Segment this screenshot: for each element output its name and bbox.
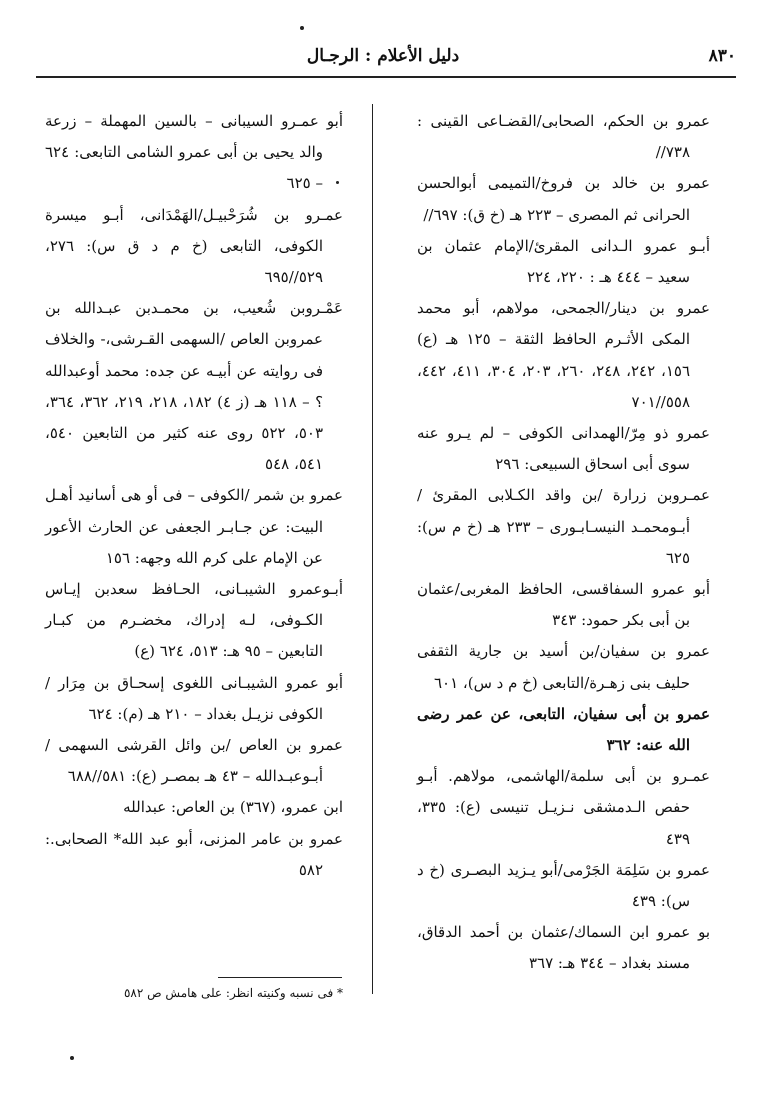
index-entry: عمرو بن شمر /الكوفى – فى أو هى أسانيد أهـل البيت: عن جـابـر الجعفى عن الحارث الأعور عن الإمام على كرم الله وجهه: ١٥٦	[45, 486, 343, 567]
index-entry: عمرو بن أبى سفيان، التابعى، عن عمر رضى الله عنه: ٣٦٢	[417, 704, 710, 755]
header-rule	[36, 76, 736, 78]
index-entry: عمرو بن سفيان/بن أسيد بن جارية الثقفى حليف بنى زهـرة/التابعى (خ م د س)، ٦٠١	[417, 642, 710, 692]
index-entry: بو عمرو ابن السماك/عثمان بن أحمد الدقاق، مسند بغداد – ٣٤٤ هـ: ٣٦٧	[417, 923, 710, 973]
column-divider	[372, 104, 373, 994]
index-entry: أبو عمرو الشيبـانى اللغوى إسحـاق بن مِرَار /الكوفى نزيـل بغداد – ٢١٠ هـ (م): ٦٢٤	[45, 673, 343, 723]
index-entry: أبـو عمرو الـدانى المقرئ/الإمام عثمان بن سعيد – ٤٤٤ هـ : ٢٢٠، ٢٢٤	[417, 236, 710, 287]
index-entry: عمـرو بن أبى سلمة/الهاشمى، مولاهم. أبـو حفص الـدمشقى نـزيـل تنيسى (ع): ٣٣٥، ٤٣٩	[417, 767, 710, 848]
index-entry: أبو عمـرو السيبانى – بالسين المهملة – زرعة والد يحيى بن أبى عمرو الشامى التابعى: ٦٢٤ – ٦٢٥	[45, 112, 343, 193]
index-entry: ابن عمرو، (٣٦٧) بن العاص: عبدالله	[123, 798, 343, 817]
index-entry: عمرو ذو مِرّ/الهمدانى الكوفى – لم يـرو عنه سوى أبى اسحاق السبيعى: ٢٩٦	[417, 424, 710, 474]
index-entry: عمرو بن الحكم، الصحابى/القضـاعى القينى : ٧٣٨//	[417, 112, 710, 162]
index-entry: عمرو بن دينار/الجمحى، مولاهم، أبو محمد المكى الأثـرم الحافظ الثقة – ١٢٥ هـ (ع) ١٥٦، ٢٤٢، ٢٤٨، ٢٦٠، ٢٠٣، ٣٠٤، ٤١١، ٤٤٢، ٥٥٨//٧٠١	[417, 299, 710, 411]
index-entry: عمرو بن العاص /بن وائل القرشى السهمى /أبـوعبـدالله – ٤٣ هـ بمصـر (ع): ٥٨١//٦٨٨	[45, 736, 343, 786]
footnote-rule	[218, 977, 342, 978]
running-title: دليل الأعلام : الرجـال	[306, 46, 460, 66]
page-number: ٨٣٠	[708, 46, 736, 66]
index-entry: عمرو بن سَلِمَة الجَرْمى/أبو يـزيد البصـرى (خ د س): ٤٣٩	[417, 860, 710, 911]
index-entry: عمـروبن زرارة /بن واقد الكـلابى المقرئ /أبـومحمـد النيسـابـورى – ٢٣٣ هـ (خ م س): ٦٢٥	[417, 486, 710, 567]
index-entry: عَمْـروبن شُعيب، بن محمـدبن عبـدالله بن عمروبن العاص /السهمى القـرشى،- والخلاف فى روايته عن أبيـه عن جده: محمد أوعبدالله ؟ – ١١٨ هـ (ز ٤) ١٨٢، ٢١٨، ٢١٩، ٣٦٢، ٣٦٤، ٥٠٣، ٥٢٢ روى عنه كثير من التابعين ٥٤٠، ٥٤١، ٥٤٨	[45, 299, 343, 474]
ink-dot	[300, 26, 304, 30]
ink-dot	[70, 1056, 74, 1060]
right-column	[417, 106, 710, 980]
page-header	[30, 46, 736, 76]
footnote: * فى نسبه وكنيته انظر: على هامش ص ٥٨٢	[123, 986, 343, 1000]
index-entry: عمرو بن خالد بن فروخ/التميمى أبوالحسن الحرانى ثم المصرى – ٢٢٣ هـ (خ ق): ٦٩٧//	[417, 174, 710, 224]
index-entry: أبو عمرو السفاقسى، الحافظ المغربى/عثمان بن أبى بكر حمود: ٣٤٣	[417, 580, 710, 630]
index-entry: عمرو بن عامر المزنى، أبو عبد الله* الصحابى.: ٥٨٢	[45, 829, 343, 879]
index-entry: عمـرو بن شُرَحْبيـل/الهَمْدَانى، أبـو ميسرة الكوفى، التابعى (خ م د ق س): ٢٧٦، ٥٢٩//٦٩٥	[45, 205, 343, 287]
left-column	[45, 106, 343, 886]
index-entry: أبـوعمرو الشيبـانى، الحـافظ سعدبن إيـاس الكـوفى، لـه إدراك، مخضـرم من كبـار التابعين – ٩٥ هـ: ٥١٣، ٦٢٤ (ع)	[45, 580, 343, 661]
